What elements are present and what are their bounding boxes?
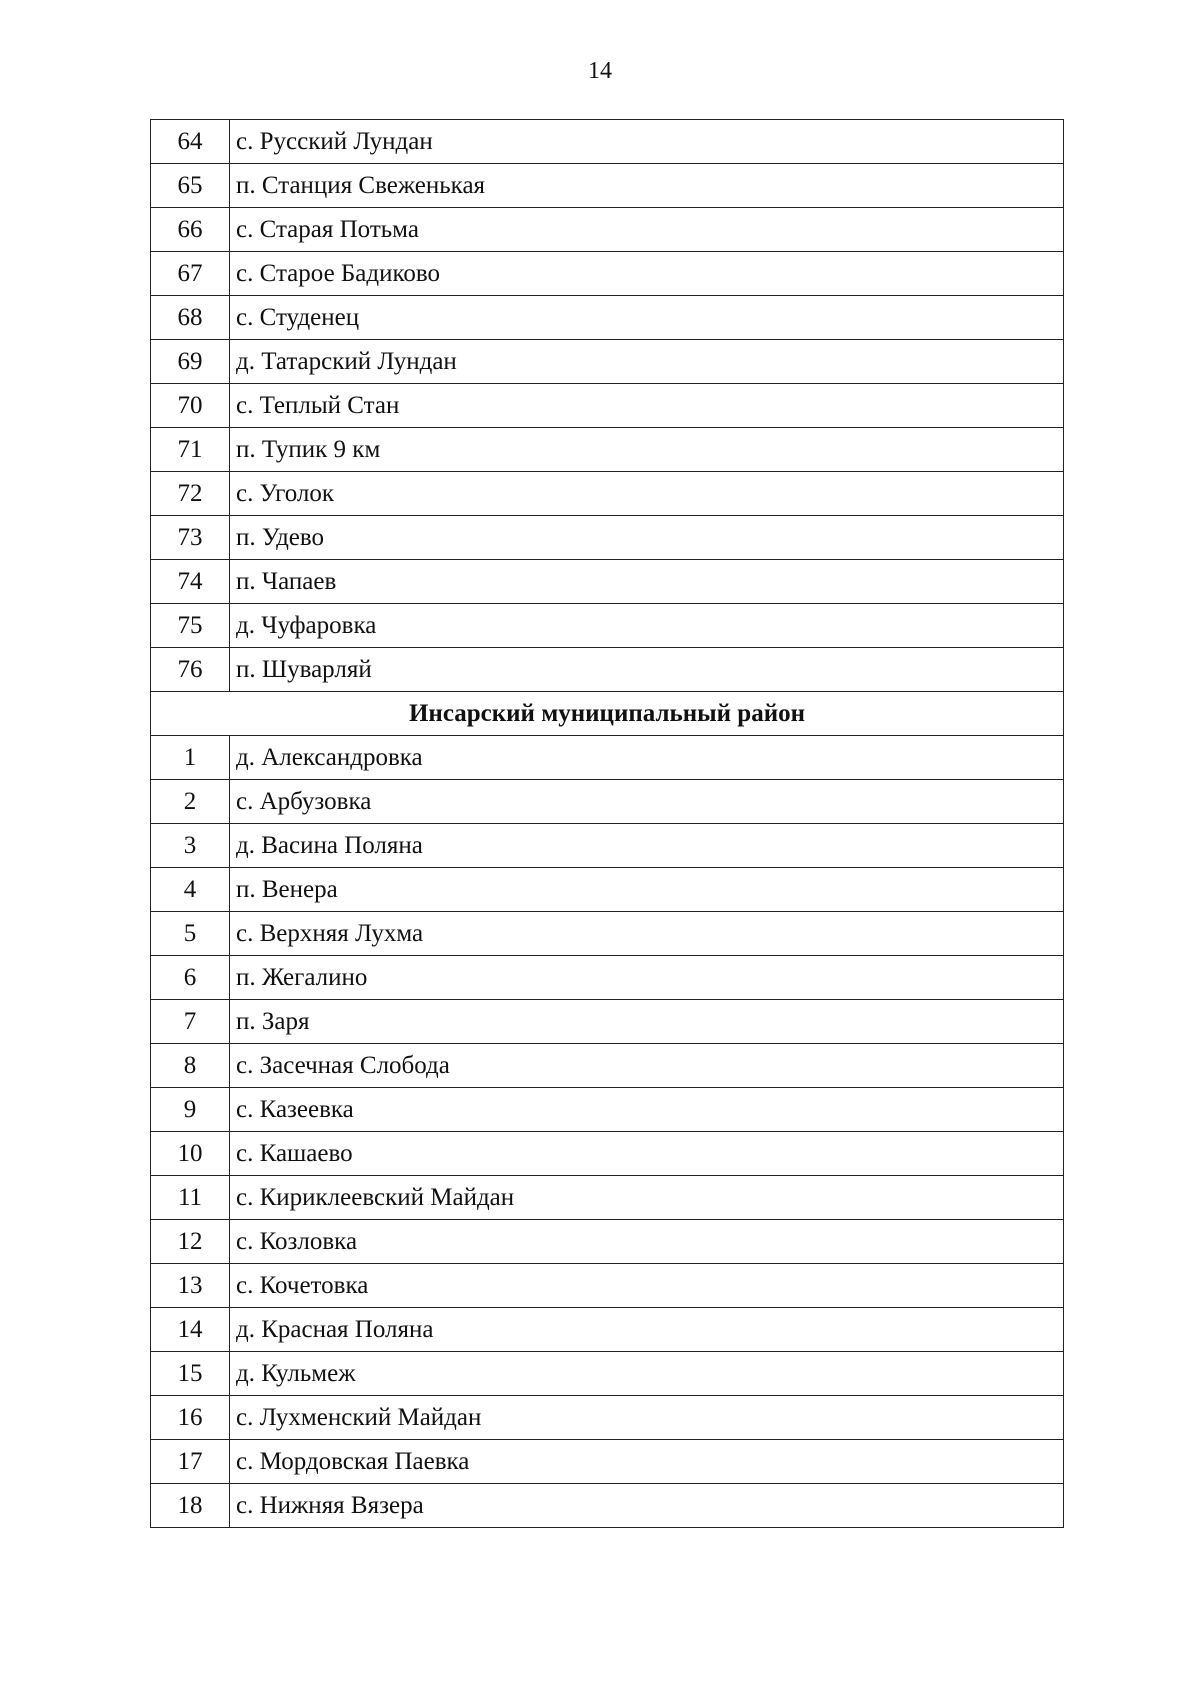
settlement-name: с. Уголок — [230, 472, 1064, 516]
table-row — [151, 1352, 1064, 1396]
table-row — [151, 1000, 1064, 1044]
settlement-name: д. Васина Поляна — [230, 824, 1064, 868]
row-number: 7 — [151, 1000, 230, 1044]
row-number: 73 — [151, 516, 230, 560]
settlement-name: с. Теплый Стан — [230, 384, 1064, 428]
table-row — [151, 956, 1064, 1000]
row-number: 70 — [151, 384, 230, 428]
settlement-name: с. Верхняя Лухма — [230, 912, 1064, 956]
row-number: 72 — [151, 472, 230, 516]
table-row — [151, 252, 1064, 296]
row-number: 13 — [151, 1264, 230, 1308]
settlement-name: п. Жегалино — [230, 956, 1064, 1000]
row-number: 74 — [151, 560, 230, 604]
table-row — [151, 1132, 1064, 1176]
section-title: Инсарский муниципальный район — [151, 692, 1064, 736]
settlement-name: с. Арбузовка — [230, 780, 1064, 824]
table-row — [151, 340, 1064, 384]
row-number: 2 — [151, 780, 230, 824]
row-number: 15 — [151, 1352, 230, 1396]
settlements-table — [150, 119, 1064, 1528]
row-number: 76 — [151, 648, 230, 692]
settlement-name: п. Чапаев — [230, 560, 1064, 604]
settlement-name: д. Красная Поляна — [230, 1308, 1064, 1352]
table-row — [151, 824, 1064, 868]
table-row — [151, 208, 1064, 252]
row-number: 1 — [151, 736, 230, 780]
settlement-name: с. Козловка — [230, 1220, 1064, 1264]
table-row — [151, 1308, 1064, 1352]
table-row — [151, 1176, 1064, 1220]
settlement-name: п. Станция Свеженькая — [230, 164, 1064, 208]
table-row — [151, 384, 1064, 428]
row-number: 6 — [151, 956, 230, 1000]
row-number: 11 — [151, 1176, 230, 1220]
settlement-name: п. Венера — [230, 868, 1064, 912]
row-number: 9 — [151, 1088, 230, 1132]
settlement-name: с. Нижняя Вязера — [230, 1484, 1064, 1528]
table-row — [151, 736, 1064, 780]
row-number: 4 — [151, 868, 230, 912]
table-row — [151, 1484, 1064, 1528]
settlement-name: с. Студенец — [230, 296, 1064, 340]
settlement-name: с. Засечная Слобода — [230, 1044, 1064, 1088]
row-number: 67 — [151, 252, 230, 296]
settlement-name: с. Лухменский Майдан — [230, 1396, 1064, 1440]
table-row — [151, 1088, 1064, 1132]
table-row — [151, 1264, 1064, 1308]
table-row — [151, 1220, 1064, 1264]
row-number: 8 — [151, 1044, 230, 1088]
table-row — [151, 120, 1064, 164]
row-number: 66 — [151, 208, 230, 252]
table-row — [151, 780, 1064, 824]
settlement-name: с. Казеевка — [230, 1088, 1064, 1132]
settlement-name: д. Александровка — [230, 736, 1064, 780]
settlement-name: с. Русский Лундан — [230, 120, 1064, 164]
settlement-name: с. Старая Потьма — [230, 208, 1064, 252]
row-number: 69 — [151, 340, 230, 384]
row-number: 65 — [151, 164, 230, 208]
table-row — [151, 1396, 1064, 1440]
row-number: 12 — [151, 1220, 230, 1264]
row-number: 18 — [151, 1484, 230, 1528]
row-number: 10 — [151, 1132, 230, 1176]
settlement-name: д. Чуфаровка — [230, 604, 1064, 648]
table-row — [151, 868, 1064, 912]
table-row — [151, 428, 1064, 472]
settlement-name: с. Мордовская Паевка — [230, 1440, 1064, 1484]
row-number: 14 — [151, 1308, 230, 1352]
table-row — [151, 604, 1064, 648]
section-header-row — [151, 692, 1064, 736]
settlement-name: п. Шуварляй — [230, 648, 1064, 692]
settlement-name: с. Кочетовка — [230, 1264, 1064, 1308]
table-row — [151, 1440, 1064, 1484]
settlement-name: д. Татарский Лундан — [230, 340, 1064, 384]
settlement-name: с. Старое Бадиково — [230, 252, 1064, 296]
settlement-name: п. Тупик 9 км — [230, 428, 1064, 472]
settlement-name: п. Удево — [230, 516, 1064, 560]
table-row — [151, 648, 1064, 692]
row-number: 16 — [151, 1396, 230, 1440]
table-row — [151, 912, 1064, 956]
table-row — [151, 296, 1064, 340]
row-number: 5 — [151, 912, 230, 956]
settlement-name: с. Кашаево — [230, 1132, 1064, 1176]
page-number: 14 — [588, 58, 612, 84]
settlement-name: с. Кириклеевский Майдан — [230, 1176, 1064, 1220]
table-row — [151, 516, 1064, 560]
row-number: 17 — [151, 1440, 230, 1484]
row-number: 71 — [151, 428, 230, 472]
row-number: 64 — [151, 120, 230, 164]
row-number: 68 — [151, 296, 230, 340]
row-number: 3 — [151, 824, 230, 868]
table-row — [151, 1044, 1064, 1088]
table-row — [151, 560, 1064, 604]
row-number: 75 — [151, 604, 230, 648]
table-row — [151, 164, 1064, 208]
table-row — [151, 472, 1064, 516]
settlement-name: п. Заря — [230, 1000, 1064, 1044]
settlement-name: д. Кульмеж — [230, 1352, 1064, 1396]
